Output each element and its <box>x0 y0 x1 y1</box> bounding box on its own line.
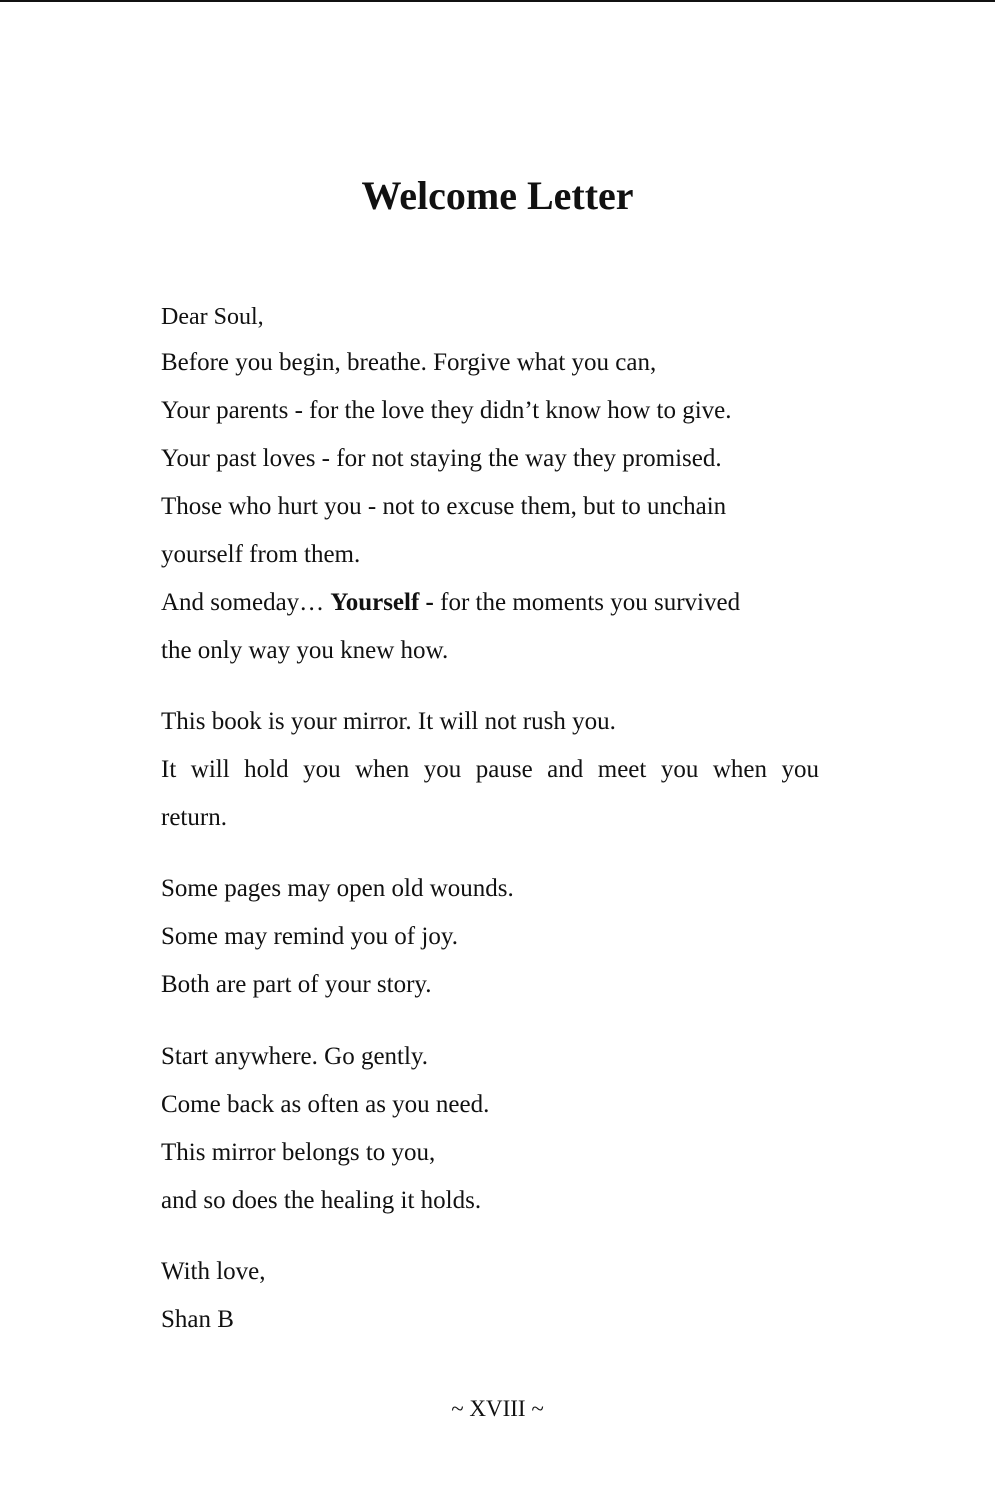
letter-line: Those who hurt you - not to excuse them, but to unchain <box>161 493 727 520</box>
letter-line: Some pages may open old wounds. <box>161 875 514 902</box>
letter-line: Before you begin, breathe. Forgive what you can, <box>161 349 657 376</box>
emphasized-word: Yourself - <box>330 589 434 616</box>
letter-line: and so does the healing it holds. <box>161 1187 482 1214</box>
page-number: ~ XVIII ~ <box>451 1396 544 1421</box>
salutation: Dear Soul, <box>161 304 264 330</box>
page-title: Welcome Letter <box>361 173 634 218</box>
signature: Shan B <box>161 1306 234 1333</box>
closing: With love, <box>161 1258 266 1285</box>
letter-line: return. <box>161 804 227 831</box>
letter-line: It will hold you when you pause and meet you when you <box>161 756 819 783</box>
letter-line: Your parents - for the love they didn’t know how to give. <box>161 397 732 424</box>
line-prefix: And someday… <box>161 589 331 616</box>
letter-line: the only way you knew how. <box>161 637 449 664</box>
letter-line: yourself from them. <box>161 541 361 568</box>
letter-line: Both are part of your story. <box>161 971 432 998</box>
letter-line: This mirror belongs to you, <box>161 1139 436 1166</box>
letter-line: Come back as often as you need. <box>161 1091 490 1118</box>
top-border-rule <box>0 0 995 2</box>
letter-line: Your past loves - for not staying the way they promised. <box>161 445 722 472</box>
line-suffix: for the moments you survived <box>433 589 741 616</box>
letter-line: This book is your mirror. It will not rush you. <box>161 708 616 735</box>
letter-line <box>161 586 740 620</box>
letter-line: Some may remind you of joy. <box>161 923 458 950</box>
letter-line: Start anywhere. Go gently. <box>161 1043 429 1070</box>
